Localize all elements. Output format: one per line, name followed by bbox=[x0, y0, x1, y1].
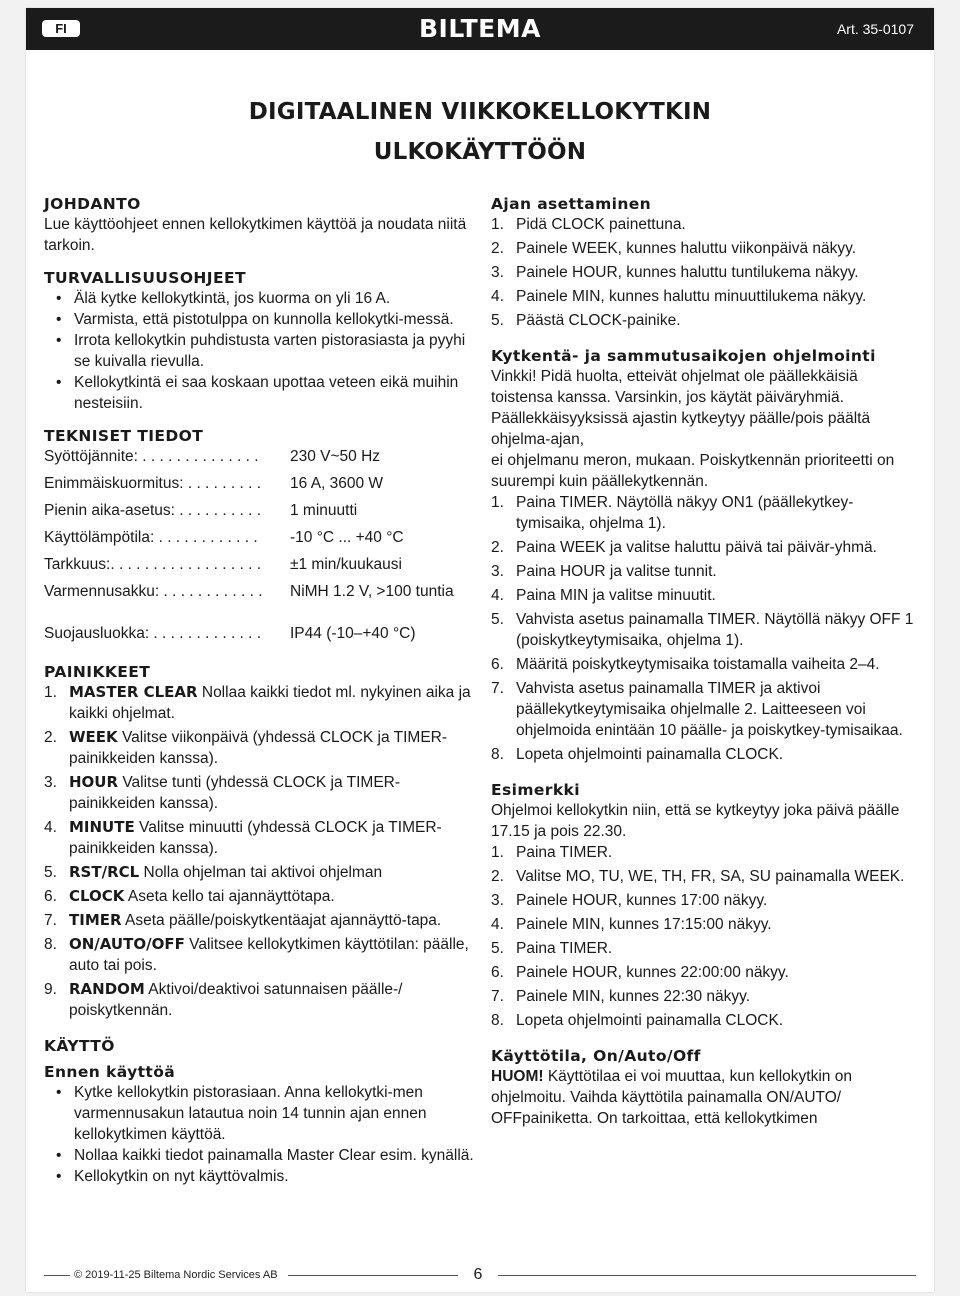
list-item bbox=[491, 585, 921, 606]
spec-row bbox=[44, 581, 476, 623]
spec-label: Varmennusakku: . . . . . . . . . . . . bbox=[44, 583, 263, 600]
list-item bbox=[491, 866, 921, 887]
button-description: Valitsee kellokytkimen käyttötilan: päälle, auto tai pois. bbox=[69, 936, 469, 974]
list-item bbox=[44, 886, 476, 907]
spec-label: Enimmäiskuormitus: . . . . . . . . . bbox=[44, 475, 262, 492]
button-description: Valitse minuutti (yhdessä CLOCK ja TIMER-painikkeiden kanssa). bbox=[69, 819, 442, 857]
spec-row bbox=[44, 527, 476, 554]
item-number: 3. bbox=[491, 892, 504, 909]
item-text: Painele MIN, kunnes 17:15:00 näkyy. bbox=[516, 916, 772, 933]
list-item bbox=[491, 1010, 921, 1031]
footer-rule-left bbox=[44, 1275, 70, 1276]
item-number: 7. bbox=[491, 680, 504, 697]
spec-value: IP44 (-10–+40 °C) bbox=[290, 625, 416, 642]
item-number: 8. bbox=[491, 1012, 504, 1029]
list-item bbox=[491, 938, 921, 959]
spec-row bbox=[44, 500, 476, 527]
item-text: Painele MIN, kunnes haluttu minuuttilukema näkyy. bbox=[516, 288, 867, 305]
list-item bbox=[44, 862, 476, 883]
item-number: 5. bbox=[491, 940, 504, 957]
item-number: 4. bbox=[44, 819, 57, 836]
item-text: Painele WEEK, kunnes haluttu viikonpäivä näkyy. bbox=[516, 240, 857, 257]
spec-value: -10 °C ... +40 °C bbox=[290, 529, 404, 546]
item-number: 7. bbox=[491, 988, 504, 1005]
item-text: Vahvista asetus painamalla TIMER ja aktivoi päällekytkeytymisaika ohjelmalle 2. Laitteeseen voi ohjelmoida enintään 10 päälle- ja poiskytkey-tymisaikaa. bbox=[516, 680, 903, 739]
button-description: Nollaa kaikki tiedot ml. nykyinen aika ja kaikki ohjelmat. bbox=[69, 684, 471, 722]
list-item bbox=[491, 262, 921, 283]
button-description: Aseta kello tai ajannäyttötapa. bbox=[124, 888, 335, 905]
item-text: Painele MIN, kunnes 22:30 näkyy. bbox=[516, 988, 751, 1005]
list-item bbox=[44, 934, 476, 976]
programming-list bbox=[491, 492, 921, 765]
spec-label: Suojausluokka: . . . . . . . . . . . . . bbox=[44, 625, 262, 642]
item-text: Paina HOUR ja valitse tunnit. bbox=[516, 563, 717, 580]
item-number: 7. bbox=[44, 912, 57, 929]
language-badge: FI bbox=[42, 20, 80, 37]
item-number: 5. bbox=[44, 864, 57, 881]
list-item bbox=[491, 744, 921, 765]
example-intro: Ohjelmoi kellokytkin niin, että se kytkeytyy joka päivä päälle 17.15 ja pois 22.30. bbox=[491, 802, 900, 840]
item-number: 1. bbox=[491, 494, 504, 511]
left-column bbox=[44, 194, 476, 1187]
section-heading-esimerkki: Esimerkki bbox=[491, 781, 580, 799]
item-text: Paina TIMER. bbox=[516, 940, 613, 957]
button-description: Valitse viikonpäivä (yhdessä CLOCK ja TIMER-painikkeiden kanssa). bbox=[69, 729, 448, 767]
section-heading-painikkeet: PAINIKKEET bbox=[44, 663, 151, 681]
item-number: 1. bbox=[491, 844, 504, 861]
page-footer bbox=[26, 1266, 934, 1286]
list-item bbox=[491, 609, 921, 651]
list-item: • Nollaa kaikki tiedot painamalla Master Clear esim. kynällä. bbox=[44, 1145, 476, 1166]
list-item bbox=[44, 979, 476, 1021]
button-description: Valitse tunti (yhdessä CLOCK ja TIMER-painikkeiden kanssa). bbox=[69, 774, 401, 812]
button-description: Aseta päälle/poiskytkentäajat ajannäyttö-tapa. bbox=[121, 912, 442, 929]
section-heading-ohjelmointi: Kytkentä- ja sammutusaikojen ohjelmointi bbox=[491, 347, 876, 365]
item-text: Painele HOUR, kunnes 22:00:00 näkyy. bbox=[516, 964, 789, 981]
item-text: Paina TIMER. Näytöllä näkyy ON1 (päällekytkey-tymisaika, ohjelma 1). bbox=[516, 494, 854, 532]
item-number: 6. bbox=[44, 888, 57, 905]
list-item bbox=[491, 914, 921, 935]
spec-label: Käyttölämpötila: . . . . . . . . . . . . bbox=[44, 529, 258, 546]
section-heading-kayttotila: Käyttötila, On/Auto/Off bbox=[491, 1047, 701, 1065]
button-name: CLOCK bbox=[69, 887, 125, 905]
button-name: RST/RCL bbox=[69, 863, 140, 881]
spec-row bbox=[44, 473, 476, 500]
overlap-paragraph: Päällekkäisyyksissä ajastin kytkeytyy päälle/pois päältä ohjelma-ajan, bbox=[491, 410, 871, 448]
item-text: Paina TIMER. bbox=[516, 844, 613, 861]
button-name: HOUR bbox=[69, 773, 119, 791]
item-text: Lopeta ohjelmointi painamalla CLOCK. bbox=[516, 746, 784, 763]
item-number: 4. bbox=[491, 587, 504, 604]
item-number: 6. bbox=[491, 656, 504, 673]
title-line-1: DIGITAALINEN VIIKKOKELLOKYTKIN bbox=[248, 99, 712, 125]
title-line-2: ULKOKÄYTTÖÖN bbox=[373, 139, 587, 165]
brand-logo: BILTEMA bbox=[418, 14, 541, 43]
button-description: Aktivoi/deaktivoi satunnaisen päälle-/ poiskytkennän. bbox=[69, 981, 403, 1019]
example-list bbox=[491, 842, 921, 1031]
spec-value: 230 V~50 Hz bbox=[290, 448, 381, 465]
list-item bbox=[44, 817, 476, 859]
list-item bbox=[491, 962, 921, 983]
item-number: 5. bbox=[491, 611, 504, 628]
item-text: Painele HOUR, kunnes haluttu tuntilukema näkyy. bbox=[516, 264, 859, 281]
button-name: MASTER CLEAR bbox=[69, 683, 198, 701]
tip-paragraph: Vinkki! Pidä huolta, etteivät ohjelmat ole päällekkäisiä toistensa kanssa. Varsinkin, jos käytät päiväryhmiä. bbox=[491, 368, 858, 406]
list-item bbox=[44, 727, 476, 769]
list-item bbox=[44, 772, 476, 814]
item-number: 4. bbox=[491, 288, 504, 305]
button-name: ON/AUTO/OFF bbox=[69, 935, 185, 953]
item-number: 1. bbox=[44, 684, 57, 701]
item-number: 3. bbox=[491, 563, 504, 580]
button-name: RANDOM bbox=[69, 980, 145, 998]
item-text: Vahvista asetus painamalla TIMER. Näytöllä näkyy OFF 1 (poiskytkeytymisaika, ohjelma 1). bbox=[516, 611, 914, 649]
item-number: 5. bbox=[491, 312, 504, 329]
copyright: © 2019-11-25 Biltema Nordic Services AB bbox=[74, 1269, 278, 1281]
item-text: Painele HOUR, kunnes 17:00 näkyy. bbox=[516, 892, 768, 909]
spec-value: 1 minuutti bbox=[290, 502, 358, 519]
list-item bbox=[491, 492, 921, 534]
page-title bbox=[26, 92, 934, 172]
list-item: • Irrota kellokytkin puhdistusta varten pistorasiasta ja pyyhi se kuivalla rievulla. bbox=[44, 330, 476, 372]
button-name: TIMER bbox=[69, 911, 122, 929]
spec-label: Pienin aika-asetus: . . . . . . . . . . bbox=[44, 502, 262, 519]
item-text: Pidä CLOCK painettuna. bbox=[516, 216, 686, 233]
item-number: 3. bbox=[44, 774, 57, 791]
list-item bbox=[491, 678, 921, 741]
right-column bbox=[491, 194, 921, 1129]
list-item: • Varmista, että pistotulppa on kunnolla kellokytki-messä. bbox=[44, 309, 476, 330]
item-number: 4. bbox=[491, 916, 504, 933]
list-item bbox=[491, 214, 921, 235]
safety-list bbox=[44, 288, 476, 414]
list-item: • Älä kytke kellokytkintä, jos kuorma on yli 16 A. bbox=[44, 288, 476, 309]
item-text: Valitse MO, TU, WE, TH, FR, SA, SU painamalla WEEK. bbox=[516, 868, 905, 885]
button-name: MINUTE bbox=[69, 818, 135, 836]
before-use-list bbox=[44, 1082, 476, 1187]
list-item bbox=[491, 654, 921, 675]
item-number: 6. bbox=[491, 964, 504, 981]
article-number: Art. 35-0107 bbox=[836, 21, 914, 37]
list-item bbox=[491, 842, 921, 863]
manual-page bbox=[26, 8, 934, 1292]
item-number: 8. bbox=[491, 746, 504, 763]
spec-value: NiMH 1.2 V, >100 tuntia bbox=[290, 583, 454, 600]
item-number: 2. bbox=[491, 539, 504, 556]
mode-text: Käyttötilaa ei voi muuttaa, kun kellokytkin on ohjelmoitu. Vaihda käyttötila painamalla ON/AUTO/ OFFpainiketta. On tarkoittaa, että kellokytkimen bbox=[491, 1068, 852, 1127]
item-number: 2. bbox=[491, 240, 504, 257]
section-heading-tekniset: TEKNISET TIEDOT bbox=[44, 427, 204, 445]
note-label: HUOM! bbox=[491, 1068, 544, 1085]
item-number: 2. bbox=[44, 729, 57, 746]
subheading-ennen-kayttoa: Ennen käyttöä bbox=[44, 1063, 176, 1081]
list-item: • Kellokytkintä ei saa koskaan upottaa veteen eikä muihin nesteisiin. bbox=[44, 372, 476, 414]
button-name: WEEK bbox=[69, 728, 118, 746]
johdanto-text: Lue käyttöohjeet ennen kellokytkimen käyttöä ja noudata niitä tarkoin. bbox=[44, 216, 467, 254]
spec-row bbox=[44, 446, 476, 473]
section-heading-ajan: Ajan asettaminen bbox=[491, 195, 652, 213]
spec-row bbox=[44, 554, 476, 581]
list-item bbox=[491, 286, 921, 307]
header-bar bbox=[26, 8, 934, 50]
list-item bbox=[44, 682, 476, 724]
item-number: 1. bbox=[491, 216, 504, 233]
buttons-list bbox=[44, 682, 476, 1021]
item-number: 2. bbox=[491, 868, 504, 885]
button-description: Nolla ohjelman tai aktivoi ohjelman bbox=[139, 864, 383, 881]
spec-label: Tarkkuus:. . . . . . . . . . . . . . . . . . bbox=[44, 556, 262, 573]
section-heading-kaytto: KÄYTTÖ bbox=[44, 1037, 115, 1055]
list-item bbox=[491, 537, 921, 558]
item-text: Lopeta ohjelmointi painamalla CLOCK. bbox=[516, 1012, 784, 1029]
list-item bbox=[491, 310, 921, 331]
item-text: Määritä poiskytkeytymisaika toistamalla vaiheita 2–4. bbox=[516, 656, 880, 673]
section-heading-turvallisuus: TURVALLISUUSOHJEET bbox=[44, 269, 246, 287]
spec-value: ±1 min/kuukausi bbox=[290, 556, 402, 573]
item-number: 8. bbox=[44, 936, 57, 953]
page-number: 6 bbox=[473, 1266, 483, 1283]
mode-paragraph bbox=[491, 1066, 921, 1129]
list-item bbox=[491, 986, 921, 1007]
list-item bbox=[491, 238, 921, 259]
footer-rule-middle bbox=[288, 1275, 458, 1276]
item-text: Päästä CLOCK-painike. bbox=[516, 312, 681, 329]
priority-paragraph: ei ohjelmanu meron, mukaan. Poiskytkennän prioriteetti on suurempi kuin päällekytkennän. bbox=[491, 452, 895, 490]
list-item bbox=[44, 910, 476, 931]
spec-row bbox=[44, 623, 476, 650]
spec-value: 16 A, 3600 W bbox=[290, 475, 384, 492]
item-number: 3. bbox=[491, 264, 504, 281]
item-number: 9. bbox=[44, 981, 57, 998]
list-item bbox=[491, 890, 921, 911]
list-item: • Kytke kellokytkin pistorasiaan. Anna kellokytki-men varmennusakun latautua noin 14 tunnin ajan ennen kellokytkimen käyttöä. bbox=[44, 1082, 476, 1145]
list-item bbox=[491, 561, 921, 582]
item-text: Paina MIN ja valitse minuutit. bbox=[516, 587, 716, 604]
section-heading-johdanto: JOHDANTO bbox=[44, 195, 141, 213]
footer-rule-right bbox=[498, 1275, 916, 1276]
time-setting-list bbox=[491, 214, 921, 331]
spec-label: Syöttöjännite: . . . . . . . . . . . . . . bbox=[44, 448, 259, 465]
list-item: • Kellokytkin on nyt käyttövalmis. bbox=[44, 1166, 476, 1187]
item-text: Paina WEEK ja valitse haluttu päivä tai päivär-yhmä. bbox=[516, 539, 877, 556]
